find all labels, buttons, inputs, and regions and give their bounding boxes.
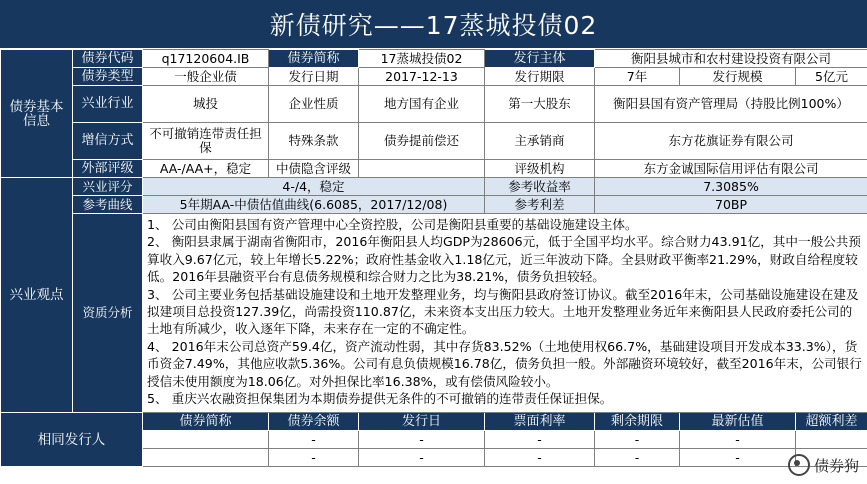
issuer-value: 衡阳县城市和农村建设投资有限公司 [595,50,867,68]
nature-value: 地方国有企业 [359,86,485,123]
curve-label: 参考曲线 [73,196,143,214]
credit-label: 增信方式 [73,123,143,160]
rating-value: AA-/AA+，稳定 [143,160,269,178]
analysis-point: 1、 公司由衡阳县国有资产管理中心全资控股，公司是衡阳县重要的基础设施建设主体。 [147,217,638,232]
peer-header: 发行日 [359,413,485,431]
hidden-rating-value [359,160,485,178]
peer-cell: - [269,431,359,449]
holder-label: 第一大股东 [485,86,595,123]
analysis-text [143,214,867,413]
analysis-label: 资质分析 [73,214,143,413]
wechat-icon [788,454,810,476]
bond-table [0,49,867,467]
peer-cell: - [359,431,485,449]
peer-header: 票面利率 [485,413,595,431]
spread-value: 70BP [595,196,867,214]
underwriter-value: 东方花旗证券有限公司 [595,123,867,160]
page-title: 新债研究——17蒸城投债02 [0,0,867,48]
special-label: 特殊条款 [269,123,359,160]
peer-cell: - [359,449,485,467]
peer-cell [143,431,269,449]
section-view: 兴业观点 [1,178,73,413]
short-value: 17蒸城投债02 [359,50,485,68]
underwriter-label: 主承销商 [485,123,595,160]
peer-header: 最新估值 [680,413,796,431]
hidden-rating-label: 中债隐含评级 [269,160,359,178]
peer-header: 剩余期限 [595,413,680,431]
credit-value: 不可撤销连带责任担保 [143,123,269,160]
code-label: 债券代码 [73,50,143,68]
watermark [788,454,859,476]
term-value: 7年 [595,68,680,86]
peer-cell: - [485,431,595,449]
peer-cell: - [595,431,680,449]
peer-cell: - [485,449,595,467]
agency-label: 评级机构 [485,160,595,178]
section-peer: 相同发行人 [1,413,143,467]
peer-cell [796,431,867,449]
issuer-label: 发行主体 [485,50,595,68]
industry-label: 兴业行业 [73,86,143,123]
analysis-point: 4、 2016年末公司总资产59.4亿，资产流动性弱，其中存货83.52%（土地使用权66.7%，基础建设项目开发成本33.3%），货币资金7.49%，其他应收款5.36%。公司有息负债规模16.78亿，债务负担一般。外部融资环境较好，截至2016年末，公司银行授信未使用额度为18.06亿。对外担保比率16.38%，或有偿债风险较小。 [147,338,862,389]
date-value: 2017-12-13 [359,68,485,86]
nature-label: 企业性质 [269,86,359,123]
holder-value: 衡阳县国有资产管理局（持股比例100%） [595,86,867,123]
rating-label: 外部评级 [73,160,143,178]
analysis-point: 5、 重庆兴农融资担保集团为本期债券提供无条件的不可撤销的连带责任保证担保。 [147,391,613,407]
peer-header: 超额利差 [796,413,867,431]
peer-header: 债券简称 [143,413,269,431]
type-value: 一般企业债 [143,68,269,86]
peer-cell: - [680,449,796,467]
term-label: 发行期限 [485,68,595,86]
type-label: 债券类型 [73,68,143,86]
spread-label: 参考利差 [485,196,595,214]
curve-value: 5年期AA-中债估值曲线(6.6085，2017/12/08) [143,196,485,214]
peer-cell: - [680,431,796,449]
peer-header: 债券余额 [269,413,359,431]
analysis-point: 2、 衡阳县隶属于湖南省衡阳市，2016年衡阳县人均GDP为28606元，低于全国平均水平。综合财力43.91亿，其中一般公共预算收入9.67亿元，较上年增长5.22%；政府性基金收入1.18亿元，近三年波动下降。全县财政平衡率21.29%，财政自给程度较低。2016年县融资平台有息债务规模和综合财力之比为38.21%，债务负担较轻。 [147,234,861,285]
score-value: 4-/4，稳定 [143,178,485,196]
short-label: 债券简称 [269,50,359,68]
peer-cell: - [595,449,680,467]
watermark-text: 债券狗 [813,456,859,475]
peer-cell [143,449,269,467]
section-basic: 债券基本信息 [1,50,73,178]
analysis-point: 3、 公司主要业务包括基础设施建设和土地开发整理业务，均与衡阳县政府签订协议。截至2016年末，公司基础设施建设在建及拟建项目总投资127.39亿，尚需投资110.87亿，未来资本支出压力较大。土地开发整理业务近年来衡阳县人民政府委托公司的土地有所减少，收入逐年下降，未来存在一定的不确定性。 [147,286,859,337]
peer-cell: - [269,449,359,467]
yield-label: 参考收益率 [485,178,595,196]
industry-value: 城投 [143,86,269,123]
yield-value: 7.3085% [595,178,867,196]
date-label: 发行日期 [269,68,359,86]
code-value: q17120604.IB [143,50,269,68]
score-label: 兴业评分 [73,178,143,196]
size-label: 发行规模 [680,68,796,86]
special-value: 债券提前偿还 [359,123,485,160]
agency-value: 东方金诚国际信用评估有限公司 [595,160,867,178]
size-value: 5亿元 [796,68,867,86]
